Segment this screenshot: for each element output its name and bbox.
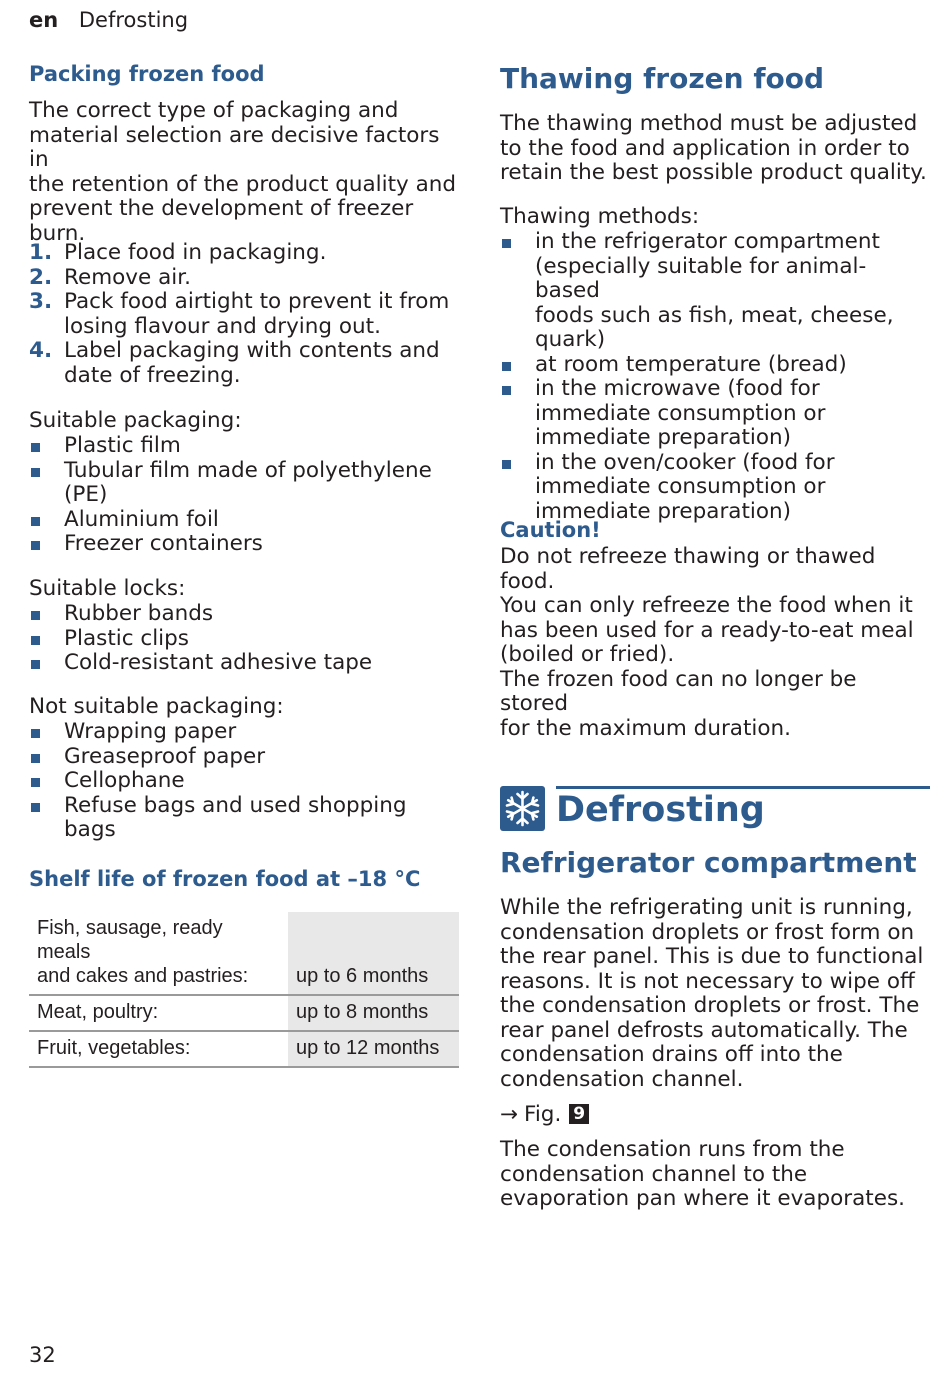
- suitable-locks-list: [29, 602, 372, 676]
- step-number: 4.: [29, 338, 53, 363]
- step-text: date of freezing.: [64, 362, 241, 388]
- list-item-text: Cold-resistant adhesive tape: [64, 650, 373, 675]
- list-item-text: quark): [535, 327, 606, 352]
- food-type-text: Fruit, vegetables:: [37, 1037, 191, 1059]
- food-type-cell: [29, 912, 288, 995]
- not-suitable-label: Not suitable packaging:: [29, 694, 284, 719]
- square-bullet-icon: [31, 443, 40, 452]
- thawing-heading: Thawing frozen food: [500, 62, 825, 95]
- thawing-intro: [500, 112, 927, 186]
- list-item-text: Aluminium foil: [64, 506, 219, 532]
- text-line: rear panel defrosts automatically. The: [500, 1017, 908, 1043]
- step-item: [29, 241, 449, 266]
- list-item: [29, 508, 432, 533]
- list-item: [29, 720, 407, 745]
- square-bullet-icon: [502, 386, 511, 395]
- storage-duration-cell: up to 12 months: [288, 1031, 459, 1067]
- list-item-text: (especially suitable for animal-based: [535, 253, 867, 303]
- text-line: the condensation droplets or frost. The: [500, 993, 920, 1018]
- step-number: 2.: [29, 264, 53, 290]
- square-bullet-icon: [31, 611, 40, 620]
- food-type-cell: [29, 1031, 288, 1067]
- list-item-text: Cellophane: [64, 768, 185, 793]
- suitable-locks-label: Suitable locks:: [29, 576, 186, 601]
- caution-text: [500, 545, 930, 741]
- table-row: [29, 912, 459, 995]
- list-item: [29, 532, 432, 557]
- text-line: condensation droplets or frost form on: [500, 919, 915, 945]
- list-item: [29, 627, 372, 652]
- text-line: material selection are decisive factors in: [29, 122, 440, 172]
- text-line: the rear panel. This is due to functional: [500, 944, 924, 969]
- caution-heading: Caution!: [500, 518, 601, 542]
- text-line: for the maximum duration.: [500, 715, 791, 741]
- text-line: to the food and application in order to: [500, 135, 910, 161]
- text-line: You can only refreeze the food when it: [500, 593, 913, 618]
- not-suitable-list: [29, 720, 407, 843]
- running-header: [29, 8, 188, 32]
- step-text: losing flavour and drying out.: [64, 313, 381, 339]
- food-type-text: Meat, poultry:: [37, 1001, 159, 1023]
- figure-number-badge: 9: [569, 1104, 589, 1124]
- square-bullet-icon: [502, 362, 511, 371]
- packing-heading: Packing frozen food: [29, 62, 265, 86]
- list-item: [500, 230, 930, 353]
- text-line: While the refrigerating unit is running,: [500, 895, 913, 920]
- suitable-packaging-list: [29, 434, 432, 557]
- step-text: Pack food airtight to prevent it from: [64, 289, 450, 314]
- list-item: [29, 794, 407, 843]
- step-number: 1.: [29, 240, 53, 265]
- list-item: [500, 451, 930, 525]
- defrosting-text-2: [500, 1138, 905, 1212]
- step-item: [29, 266, 449, 291]
- step-item: [29, 339, 449, 388]
- list-item-text: Refuse bags and used shopping: [64, 792, 407, 818]
- text-line: condensation drains off into the: [500, 1042, 843, 1067]
- packing-intro: [29, 99, 457, 246]
- list-item-text: at room temperature (bread): [535, 351, 847, 377]
- language-code: en: [29, 8, 59, 32]
- square-bullet-icon: [31, 729, 40, 738]
- list-item: [29, 459, 432, 508]
- list-item-text: Plastic film: [64, 433, 181, 458]
- food-type-text: Fish, sausage, ready meals: [37, 917, 223, 963]
- table-row: [29, 995, 459, 1031]
- figure-label: Fig.: [524, 1102, 562, 1127]
- square-bullet-icon: [31, 803, 40, 812]
- text-line: The condensation runs from the: [500, 1137, 845, 1162]
- list-item-text: Wrapping paper: [64, 719, 237, 744]
- header-section-title: Defrosting: [78, 8, 189, 32]
- list-item-text: (PE): [64, 482, 108, 507]
- step-text: Remove air.: [64, 264, 191, 290]
- list-item-text: Plastic clips: [64, 625, 189, 651]
- suitable-packaging-label: Suitable packaging:: [29, 408, 242, 433]
- text-line: reasons. It is not necessary to wipe off: [500, 968, 915, 994]
- list-item-text: immediate preparation): [535, 498, 792, 524]
- list-item: [500, 377, 930, 451]
- list-item-text: in the oven/cooker (food for: [535, 449, 835, 475]
- square-bullet-icon: [31, 778, 40, 787]
- food-type-cell: [29, 995, 288, 1031]
- text-line: The correct type of packaging and: [29, 98, 399, 123]
- list-item: [500, 353, 930, 378]
- storage-duration-cell: up to 6 months: [288, 912, 459, 995]
- list-item-text: Greaseproof paper: [64, 743, 266, 769]
- figure-reference: [500, 1102, 589, 1128]
- list-item: [29, 602, 372, 627]
- storage-duration-cell: up to 8 months: [288, 995, 459, 1031]
- list-item-text: Tubular film made of polyethylene: [64, 457, 432, 483]
- square-bullet-icon: [31, 636, 40, 645]
- list-item-text: Rubber bands: [64, 601, 214, 626]
- thawing-methods-label: Thawing methods:: [500, 204, 700, 229]
- step-number: 3.: [29, 289, 53, 314]
- shelf-life-table: [29, 912, 459, 1068]
- step-text: Label packaging with contents and: [64, 338, 440, 363]
- section-rule: [556, 786, 930, 789]
- square-bullet-icon: [502, 239, 511, 248]
- text-line: has been used for a ready-to-eat meal: [500, 617, 914, 643]
- food-type-text: and cakes and pastries:: [37, 965, 249, 987]
- text-line: retain the best possible product quality.: [500, 160, 927, 185]
- list-item: [29, 651, 372, 676]
- arrow-right-icon: →: [500, 1102, 519, 1127]
- table-row: [29, 1031, 459, 1067]
- text-line: evaporation pan where it evaporates.: [500, 1186, 905, 1211]
- packing-steps: [29, 241, 449, 388]
- square-bullet-icon: [31, 468, 40, 477]
- list-item: [29, 745, 407, 770]
- refrigerator-compartment-heading: Refrigerator compartment: [500, 846, 917, 879]
- square-bullet-icon: [502, 460, 511, 469]
- list-item-text: bags: [64, 817, 116, 842]
- list-item-text: immediate consumption or: [535, 400, 826, 426]
- list-item: [29, 769, 407, 794]
- text-line: prevent the development of freezer: [29, 196, 414, 221]
- snowflake-icon: [500, 786, 545, 831]
- square-bullet-icon: [31, 541, 40, 550]
- page-number: 32: [29, 1343, 56, 1367]
- text-line: (boiled or fried).: [500, 642, 675, 667]
- step-item: [29, 290, 449, 339]
- shelf-life-table-body: [29, 912, 459, 1067]
- step-text: Place food in packaging.: [64, 240, 327, 265]
- snowflake-icon-graphic: [500, 786, 545, 831]
- square-bullet-icon: [31, 517, 40, 526]
- square-bullet-icon: [31, 660, 40, 669]
- list-item-text: in the refrigerator compartment: [535, 229, 880, 254]
- text-line: the retention of the product quality and: [29, 171, 457, 197]
- thawing-methods-list: [500, 230, 930, 524]
- list-item-text: foods such as fish, meat, cheese,: [535, 302, 894, 328]
- shelf-life-heading: Shelf life of frozen food at –18 °C: [29, 867, 421, 891]
- text-line: The thawing method must be adjusted: [500, 111, 918, 136]
- square-bullet-icon: [31, 754, 40, 763]
- list-item: [29, 434, 432, 459]
- list-item-text: immediate consumption or: [535, 474, 826, 499]
- defrosting-text: [500, 896, 923, 1092]
- list-item-text: immediate preparation): [535, 425, 792, 450]
- text-line: burn.: [29, 220, 86, 246]
- text-line: condensation channel.: [500, 1066, 744, 1092]
- list-item-text: in the microwave (food for: [535, 376, 820, 401]
- defrosting-heading: Defrosting: [556, 790, 765, 830]
- text-line: Do not refreeze thawing or thawed food.: [500, 544, 876, 594]
- text-line: condensation channel to the: [500, 1161, 808, 1187]
- text-line: The frozen food can no longer be stored: [500, 666, 857, 716]
- list-item-text: Freezer containers: [64, 531, 263, 556]
